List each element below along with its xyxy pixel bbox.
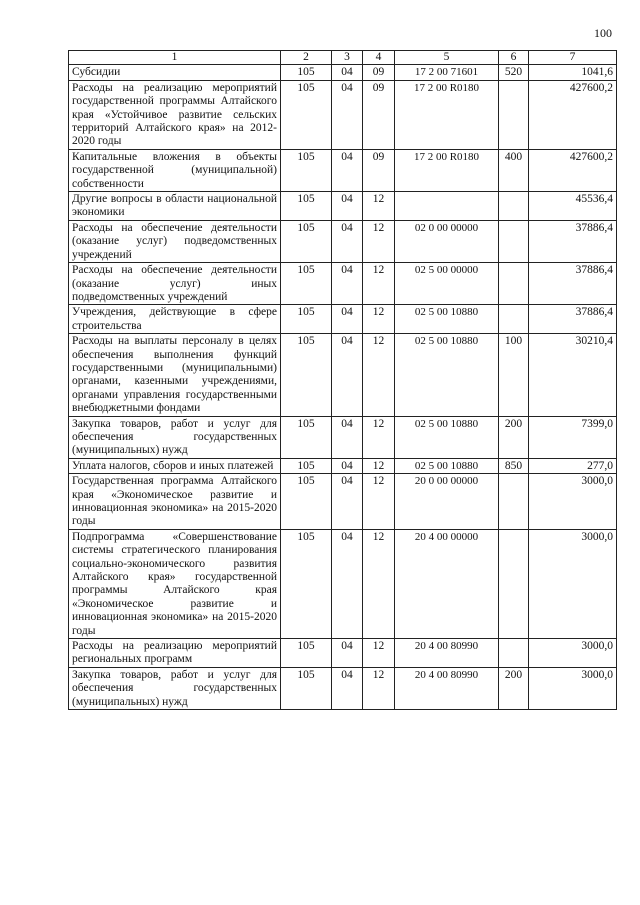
amount-cell: 1041,6 <box>529 65 617 80</box>
table-row <box>69 65 617 80</box>
ministry-code-cell: 105 <box>281 149 332 191</box>
subsection-cell: 12 <box>363 192 395 221</box>
section-cell: 04 <box>332 416 363 458</box>
amount-cell: 37886,4 <box>529 263 617 305</box>
header-cell-3: 3 <box>332 51 363 65</box>
item-name-cell: Капитальные вложения в объекты государственной (муниципальной) собственности <box>69 149 281 191</box>
section-cell: 04 <box>332 667 363 709</box>
table-row <box>69 305 617 334</box>
header-row <box>69 51 617 65</box>
item-name-cell: Учреждения, действующие в сфере строительства <box>69 305 281 334</box>
subsection-cell: 12 <box>363 334 395 416</box>
table-row <box>69 474 617 530</box>
table-row <box>69 192 617 221</box>
target-article-cell: 20 0 00 00000 <box>395 474 499 530</box>
section-cell: 04 <box>332 458 363 473</box>
ministry-code-cell: 105 <box>281 458 332 473</box>
ministry-code-cell: 105 <box>281 639 332 668</box>
ministry-code-cell: 105 <box>281 192 332 221</box>
header-cell-1: 1 <box>69 51 281 65</box>
table-row <box>69 639 617 668</box>
header-cell-7: 7 <box>529 51 617 65</box>
expense-type-cell <box>499 263 529 305</box>
table-row <box>69 667 617 709</box>
header-cell-6: 6 <box>499 51 529 65</box>
subsection-cell: 12 <box>363 305 395 334</box>
amount-cell: 427600,2 <box>529 80 617 149</box>
item-name-cell: Другие вопросы в области национальной экономики <box>69 192 281 221</box>
amount-cell: 3000,0 <box>529 529 617 638</box>
target-article-cell: 02 0 00 00000 <box>395 220 499 262</box>
ministry-code-cell: 105 <box>281 305 332 334</box>
section-cell: 04 <box>332 149 363 191</box>
target-article-cell: 20 4 00 80990 <box>395 667 499 709</box>
target-article-cell: 17 2 00 R0180 <box>395 80 499 149</box>
page-number: 100 <box>594 26 612 40</box>
section-cell: 04 <box>332 334 363 416</box>
table-row <box>69 529 617 638</box>
amount-cell: 37886,4 <box>529 220 617 262</box>
subsection-cell: 12 <box>363 416 395 458</box>
table-row <box>69 458 617 473</box>
item-name-cell: Государственная программа Алтайского края «Экономическое развитие и инновационная экономика» на 2015-2020 годы <box>69 474 281 530</box>
amount-cell: 3000,0 <box>529 667 617 709</box>
ministry-code-cell: 105 <box>281 80 332 149</box>
table-row <box>69 334 617 416</box>
ministry-code-cell: 105 <box>281 263 332 305</box>
expense-type-cell: 850 <box>499 458 529 473</box>
budget-table <box>68 50 617 710</box>
section-cell: 04 <box>332 474 363 530</box>
amount-cell: 45536,4 <box>529 192 617 221</box>
subsection-cell: 09 <box>363 149 395 191</box>
amount-cell: 37886,4 <box>529 305 617 334</box>
expense-type-cell <box>499 639 529 668</box>
amount-cell: 277,0 <box>529 458 617 473</box>
target-article-cell: 17 2 00 R0180 <box>395 149 499 191</box>
item-name-cell: Закупка товаров, работ и услуг для обеспечения государственных (муниципальных) нужд <box>69 667 281 709</box>
target-article-cell: 20 4 00 00000 <box>395 529 499 638</box>
item-name-cell: Расходы на выплаты персоналу в целях обеспечения выполнения функций государственными (муниципальными) органами, казенными учреждениями, органами управления государственными внебюджетными фондами <box>69 334 281 416</box>
ministry-code-cell: 105 <box>281 529 332 638</box>
ministry-code-cell: 105 <box>281 334 332 416</box>
expense-type-cell: 200 <box>499 416 529 458</box>
header-cell-2: 2 <box>281 51 332 65</box>
target-article-cell: 02 5 00 00000 <box>395 263 499 305</box>
section-cell: 04 <box>332 263 363 305</box>
subsection-cell: 09 <box>363 80 395 149</box>
amount-cell: 427600,2 <box>529 149 617 191</box>
table-row <box>69 80 617 149</box>
table-row <box>69 220 617 262</box>
subsection-cell: 09 <box>363 65 395 80</box>
expense-type-cell <box>499 529 529 638</box>
section-cell: 04 <box>332 192 363 221</box>
expense-type-cell: 100 <box>499 334 529 416</box>
target-article-cell: 02 5 00 10880 <box>395 416 499 458</box>
subsection-cell: 12 <box>363 639 395 668</box>
ministry-code-cell: 105 <box>281 474 332 530</box>
ministry-code-cell: 105 <box>281 220 332 262</box>
subsection-cell: 12 <box>363 474 395 530</box>
table-row <box>69 263 617 305</box>
item-name-cell: Субсидии <box>69 65 281 80</box>
section-cell: 04 <box>332 220 363 262</box>
target-article-cell: 17 2 00 71601 <box>395 65 499 80</box>
table-row <box>69 149 617 191</box>
expense-type-cell: 520 <box>499 65 529 80</box>
header-cell-5: 5 <box>395 51 499 65</box>
expense-type-cell <box>499 474 529 530</box>
subsection-cell: 12 <box>363 263 395 305</box>
target-article-cell <box>395 192 499 221</box>
target-article-cell: 02 5 00 10880 <box>395 305 499 334</box>
expense-type-cell <box>499 80 529 149</box>
item-name-cell: Расходы на обеспечение деятельности (оказание услуг) подведомственных учреждений <box>69 220 281 262</box>
section-cell: 04 <box>332 65 363 80</box>
ministry-code-cell: 105 <box>281 65 332 80</box>
expense-type-cell <box>499 305 529 334</box>
header-cell-4: 4 <box>363 51 395 65</box>
item-name-cell: Расходы на обеспечение деятельности (оказание услуг) иных подведомственных учреждений <box>69 263 281 305</box>
amount-cell: 3000,0 <box>529 474 617 530</box>
section-cell: 04 <box>332 529 363 638</box>
expense-type-cell <box>499 192 529 221</box>
section-cell: 04 <box>332 305 363 334</box>
section-cell: 04 <box>332 639 363 668</box>
section-cell: 04 <box>332 80 363 149</box>
item-name-cell: Расходы на реализацию мероприятий региональных программ <box>69 639 281 668</box>
target-article-cell: 02 5 00 10880 <box>395 458 499 473</box>
table-row <box>69 416 617 458</box>
expense-type-cell <box>499 220 529 262</box>
subsection-cell: 12 <box>363 667 395 709</box>
item-name-cell: Расходы на реализацию мероприятий государственной программы Алтайского края «Устойчивое развитие сельских территорий Алтайского края» на 2012-2020 годы <box>69 80 281 149</box>
ministry-code-cell: 105 <box>281 667 332 709</box>
amount-cell: 30210,4 <box>529 334 617 416</box>
ministry-code-cell: 105 <box>281 416 332 458</box>
item-name-cell: Подпрограмма «Совершенствование системы стратегического планирования социально-экономического развития Алтайского края» государственной программы Алтайского края «Экономическое развитие и инновационная экономика» на 2015-2020 годы <box>69 529 281 638</box>
target-article-cell: 20 4 00 80990 <box>395 639 499 668</box>
subsection-cell: 12 <box>363 220 395 262</box>
target-article-cell: 02 5 00 10880 <box>395 334 499 416</box>
expense-type-cell: 200 <box>499 667 529 709</box>
item-name-cell: Закупка товаров, работ и услуг для обеспечения государственных (муниципальных) нужд <box>69 416 281 458</box>
subsection-cell: 12 <box>363 529 395 638</box>
subsection-cell: 12 <box>363 458 395 473</box>
item-name-cell: Уплата налогов, сборов и иных платежей <box>69 458 281 473</box>
amount-cell: 3000,0 <box>529 639 617 668</box>
amount-cell: 7399,0 <box>529 416 617 458</box>
expense-type-cell: 400 <box>499 149 529 191</box>
